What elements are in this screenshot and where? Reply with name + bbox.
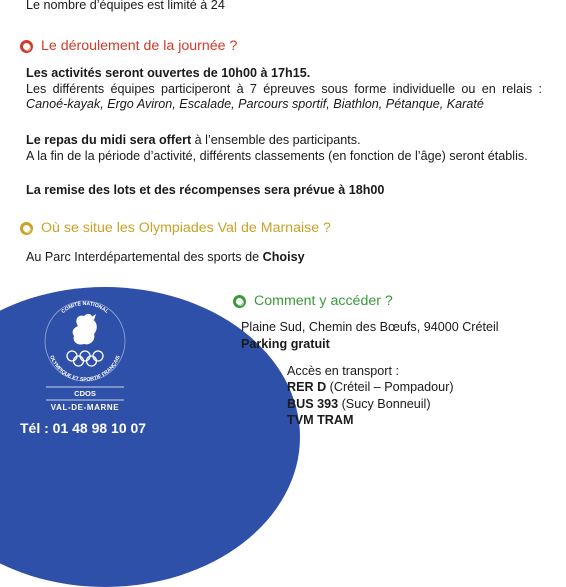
- parking-text: Parking gratuit: [241, 337, 330, 351]
- green-ring-icon: [233, 295, 246, 308]
- section-deroulement-heading: [20, 38, 237, 54]
- transport-name: BUS 393: [287, 397, 339, 411]
- phone-text: Tél : 01 48 98 10 07: [20, 420, 147, 436]
- classement-text: A la fin de la période d’activité, différents classements (en fonction de l’âge) seront établis.: [26, 149, 528, 163]
- section-acces-title: Comment y accéder ?: [254, 293, 393, 309]
- transport-item: [287, 413, 353, 428]
- address-text: Plaine Sud, Chemin des Bœufs, 94000 Créteil: [241, 320, 499, 334]
- section-deroulement-title: Le déroulement de la journée ?: [41, 38, 238, 54]
- logo-ring-text-bottom: OLYMPIQUE ET SPORTIF FRANÇAIS: [48, 354, 122, 384]
- epreuves-text: Les différents équipes participeront à 7 épreuves sous forme individuelle ou en relais :: [26, 82, 542, 96]
- transport-name: TVM TRAM: [287, 413, 354, 427]
- epreuves-paragraph: [26, 82, 542, 112]
- transport-detail: (Sucy Bonneuil): [338, 397, 431, 411]
- logo-ring-text-top: COMITÉ NATIONAL: [60, 300, 110, 315]
- team-limit-text: Le nombre d’équipes est limité à 24: [26, 0, 225, 12]
- svg-text:OLYMPIQUE ET SPORTIF FRANÇAIS: [48, 354, 122, 383]
- transport-item: [287, 380, 454, 395]
- section-lieu-heading: [20, 220, 331, 236]
- logo-region-text: VAL-DE-MARNE: [50, 403, 120, 412]
- transport-item: [287, 397, 431, 412]
- transport-detail: (Créteil – Pompadour): [326, 380, 454, 394]
- cdos-logo: [38, 296, 132, 430]
- remise-text: La remise des lots et des récompenses sera prévue à 18h00: [26, 183, 385, 197]
- yellow-ring-icon: [20, 222, 33, 235]
- section-lieu-title: Où se situe les Olympiades Val de Marnaise ?: [41, 220, 331, 236]
- repas-rest: à l’ensemble des participants.: [191, 133, 361, 147]
- lieu-text: [26, 250, 305, 265]
- transport-name: RER D: [287, 380, 327, 394]
- hours-text: Les activités seront ouvertes de 10h00 à 17h15.: [26, 66, 311, 80]
- transport-label: Accès en transport :: [287, 364, 399, 378]
- red-ring-icon: [20, 40, 33, 53]
- lieu-place: Choisy: [262, 250, 305, 264]
- svg-text:COMITÉ NATIONAL: [60, 299, 110, 315]
- logo-org-text: CDOS: [74, 389, 96, 398]
- lieu-prefix: Au Parc Interdépartemental des sports de: [26, 250, 263, 264]
- epreuves-list: Canoé-kayak, Ergo Aviron, Escalade, Parcours sportif, Biathlon, Pétanque, Karaté: [26, 97, 484, 111]
- repas-bold: Le repas du midi sera offert: [26, 133, 192, 147]
- repas-text: [26, 133, 361, 148]
- section-acces-heading: [233, 293, 393, 309]
